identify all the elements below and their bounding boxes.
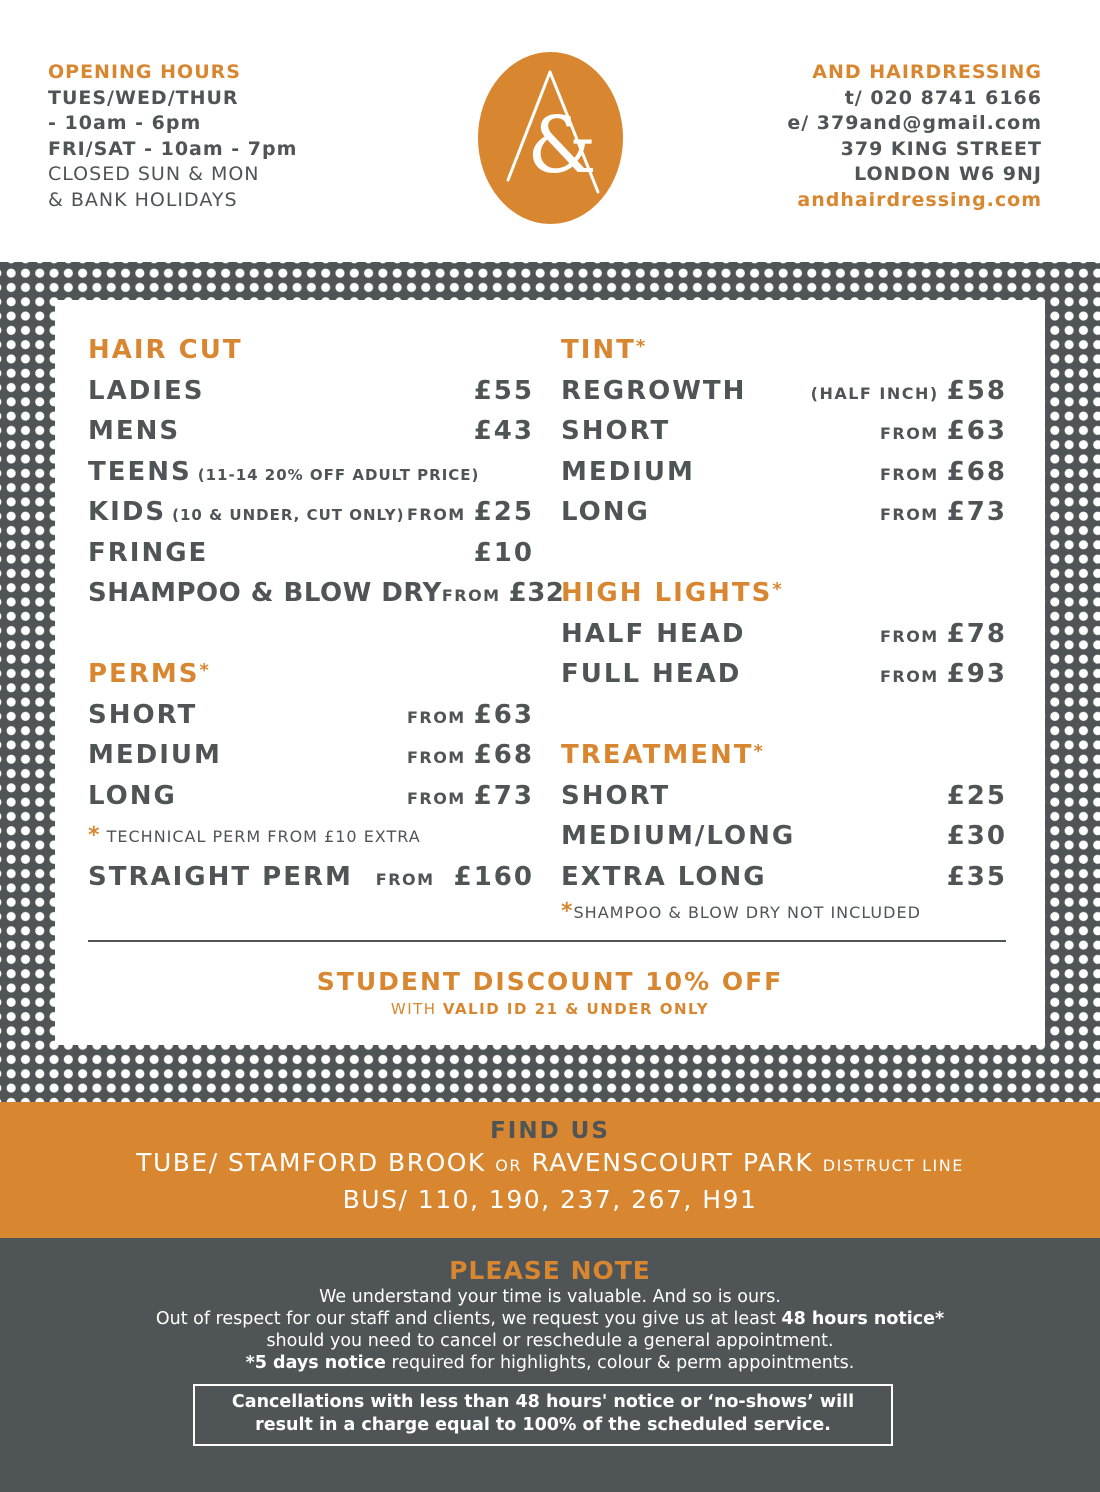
note-line: We understand your time is valuable. And so is ours. bbox=[319, 1287, 781, 1307]
from-label: FROM bbox=[375, 869, 435, 889]
please-note-section bbox=[0, 1238, 1100, 1492]
service-note: (HALF INCH) bbox=[810, 383, 939, 403]
salon-name: AND HAIRDRESSING bbox=[812, 61, 1042, 83]
price: £73 bbox=[946, 497, 1007, 527]
price-column-left bbox=[88, 330, 565, 897]
service-label: MEDIUM/LONG bbox=[561, 821, 796, 851]
price-row bbox=[561, 371, 1007, 412]
tint-title-text: TINT bbox=[561, 335, 636, 365]
policy-line: Cancellations with less than 48 hours' notice or ‘no-shows’ will bbox=[231, 1392, 855, 1412]
service-label: EXTRA LONG bbox=[561, 861, 767, 892]
from-label: FROM bbox=[879, 464, 939, 484]
price: £160 bbox=[453, 861, 534, 892]
note-emphasis: *5 days notice bbox=[245, 1353, 386, 1373]
perm-footnote bbox=[88, 816, 534, 857]
from-label: FROM bbox=[406, 707, 466, 727]
note-line bbox=[0, 1352, 1100, 1374]
street-address: 379 KING STREET bbox=[840, 137, 1042, 160]
tube-line: DISTRUCT LINE bbox=[822, 1156, 964, 1175]
price: £78 bbox=[946, 618, 1007, 649]
city-postcode: LONDON W6 9NJ bbox=[854, 163, 1042, 185]
service-label: FRINGE bbox=[88, 537, 209, 568]
service-note: (11-14 20% OFF ADULT PRICE) bbox=[197, 465, 480, 484]
phone-number[interactable]: t/ 020 8741 6166 bbox=[844, 86, 1042, 109]
cancellation-policy-box bbox=[193, 1384, 893, 1446]
price-row bbox=[88, 776, 534, 817]
price-column-right bbox=[561, 330, 1007, 927]
price: £55 bbox=[473, 375, 534, 406]
treatment-title bbox=[561, 735, 1007, 776]
price-row bbox=[88, 857, 534, 898]
asterisk: * bbox=[561, 899, 574, 924]
price-row bbox=[561, 492, 1007, 533]
logo-ampersand: & bbox=[527, 101, 597, 191]
service-note: (10 & UNDER, CUT ONLY) bbox=[172, 506, 405, 524]
service-label: SHORT bbox=[561, 416, 671, 446]
tube-info bbox=[0, 1146, 1100, 1183]
note-line: should you need to cancel or reschedule a general appointment. bbox=[266, 1331, 834, 1351]
from-label: FROM bbox=[879, 667, 939, 686]
asterisk: * bbox=[88, 823, 101, 848]
note-emphasis: 48 hours notice* bbox=[781, 1309, 945, 1329]
price: £93 bbox=[946, 659, 1007, 689]
asterisk: * bbox=[199, 660, 211, 681]
price-row bbox=[561, 816, 1007, 857]
price-row bbox=[88, 492, 534, 533]
hours-line: - 10am - 6pm bbox=[48, 112, 202, 134]
hours-line: CLOSED SUN & MON bbox=[48, 163, 260, 185]
policy-line: result in a charge equal to 100% of the scheduled service. bbox=[255, 1415, 831, 1435]
tube-station: TUBE/ STAMFORD BROOK bbox=[136, 1148, 486, 1177]
price-row bbox=[88, 533, 534, 574]
price-row bbox=[88, 735, 534, 776]
price: £68 bbox=[473, 740, 534, 770]
service-label: TEENS bbox=[88, 456, 192, 487]
perms-title-text: PERMS bbox=[88, 659, 200, 689]
note-text: Out of respect for our staff and clients, we request you give us at least bbox=[155, 1309, 776, 1329]
email-address[interactable]: e/ 379and@gmail.com bbox=[787, 112, 1042, 134]
note-line bbox=[0, 1308, 1100, 1330]
price: £63 bbox=[946, 416, 1007, 446]
price: £32 bbox=[508, 578, 565, 608]
price: £43 bbox=[473, 416, 534, 446]
highlights-title-text: HIGH LIGHTS bbox=[561, 578, 773, 608]
service-label: LONG bbox=[561, 497, 650, 527]
price-row bbox=[88, 411, 534, 452]
price-row bbox=[88, 695, 534, 736]
price-row bbox=[561, 614, 1007, 655]
service-label: STRAIGHT PERM bbox=[88, 861, 353, 892]
tube-station: RAVENSCOURT PARK bbox=[531, 1148, 814, 1177]
service-label: HALF HEAD bbox=[561, 618, 746, 649]
service-label: REGROWTH bbox=[561, 375, 747, 406]
price-row bbox=[561, 776, 1007, 817]
condition-text: VALID ID 21 & UNDER ONLY bbox=[442, 1000, 710, 1018]
service-label: LADIES bbox=[88, 375, 205, 406]
price-row bbox=[561, 411, 1007, 452]
price-row bbox=[88, 452, 534, 493]
opening-hours bbox=[48, 60, 297, 213]
asterisk: * bbox=[753, 741, 765, 762]
perms-title bbox=[88, 654, 534, 695]
please-note-title: PLEASE NOTE bbox=[449, 1256, 651, 1285]
price-row bbox=[561, 452, 1007, 493]
service-label: SHORT bbox=[561, 780, 671, 811]
haircut-title: HAIR CUT bbox=[88, 335, 243, 365]
price-row bbox=[88, 573, 565, 614]
service-label: LONG bbox=[88, 780, 177, 811]
service-label: SHAMPOO & BLOW DRY bbox=[88, 578, 442, 608]
service-label: KIDS bbox=[88, 497, 167, 527]
website-link[interactable]: andhairdressing.com bbox=[797, 188, 1042, 211]
tint-title bbox=[561, 330, 1007, 371]
divider bbox=[88, 940, 1006, 942]
treatment-title-text: TREATMENT bbox=[561, 740, 754, 770]
price: £35 bbox=[946, 861, 1007, 892]
price: £58 bbox=[946, 375, 1007, 406]
student-discount-headline: STUDENT DISCOUNT 10% OFF bbox=[316, 967, 784, 996]
logo bbox=[478, 52, 623, 224]
find-us-title: FIND US bbox=[490, 1118, 610, 1144]
service-label: MEDIUM bbox=[561, 456, 695, 487]
opening-hours-title: OPENING HOURS bbox=[48, 61, 241, 83]
from-label: FROM bbox=[879, 626, 939, 646]
treatment-footnote bbox=[561, 897, 1007, 927]
from-label: FROM bbox=[441, 586, 501, 605]
with-label: WITH bbox=[390, 1000, 437, 1018]
highlights-title bbox=[561, 573, 1007, 614]
footnote-text: TECHNICAL PERM FROM £10 EXTRA bbox=[106, 827, 421, 846]
price: £25 bbox=[473, 497, 534, 527]
find-us-banner bbox=[0, 1102, 1100, 1238]
price-row bbox=[561, 857, 1007, 898]
from-label: FROM bbox=[406, 505, 466, 524]
hours-line: TUES/WED/THUR bbox=[48, 86, 239, 109]
price-row bbox=[561, 654, 1007, 695]
contact-info bbox=[787, 60, 1042, 213]
asterisk: * bbox=[772, 579, 784, 600]
logo-mark-icon bbox=[478, 52, 623, 224]
from-label: FROM bbox=[879, 424, 939, 443]
service-label: SHORT bbox=[88, 699, 198, 730]
service-label: MENS bbox=[88, 416, 181, 446]
price: £25 bbox=[946, 780, 1007, 811]
note-text: required for highlights, colour & perm appointments. bbox=[391, 1353, 855, 1373]
price: £68 bbox=[946, 456, 1007, 487]
or-label: OR bbox=[495, 1156, 522, 1175]
from-label: FROM bbox=[879, 505, 939, 524]
from-label: FROM bbox=[406, 748, 466, 767]
service-label: MEDIUM bbox=[88, 740, 222, 770]
student-discount-condition bbox=[55, 998, 1045, 1020]
hours-line: & BANK HOLIDAYS bbox=[48, 188, 238, 211]
hours-line: FRI/SAT - 10am - 7pm bbox=[48, 137, 298, 160]
bus-info: BUS/ 110, 190, 237, 267, H91 bbox=[342, 1185, 758, 1214]
asterisk: * bbox=[635, 336, 648, 357]
price-row bbox=[88, 371, 534, 412]
price: £30 bbox=[946, 821, 1007, 851]
price: £10 bbox=[473, 537, 534, 568]
price: £63 bbox=[473, 699, 534, 730]
footnote-text: SHAMPOO & BLOW DRY NOT INCLUDED bbox=[573, 903, 921, 922]
service-label: FULL HEAD bbox=[561, 659, 742, 689]
from-label: FROM bbox=[406, 788, 466, 808]
student-discount bbox=[55, 966, 1045, 1020]
header bbox=[0, 0, 1100, 262]
price: £73 bbox=[473, 780, 534, 811]
